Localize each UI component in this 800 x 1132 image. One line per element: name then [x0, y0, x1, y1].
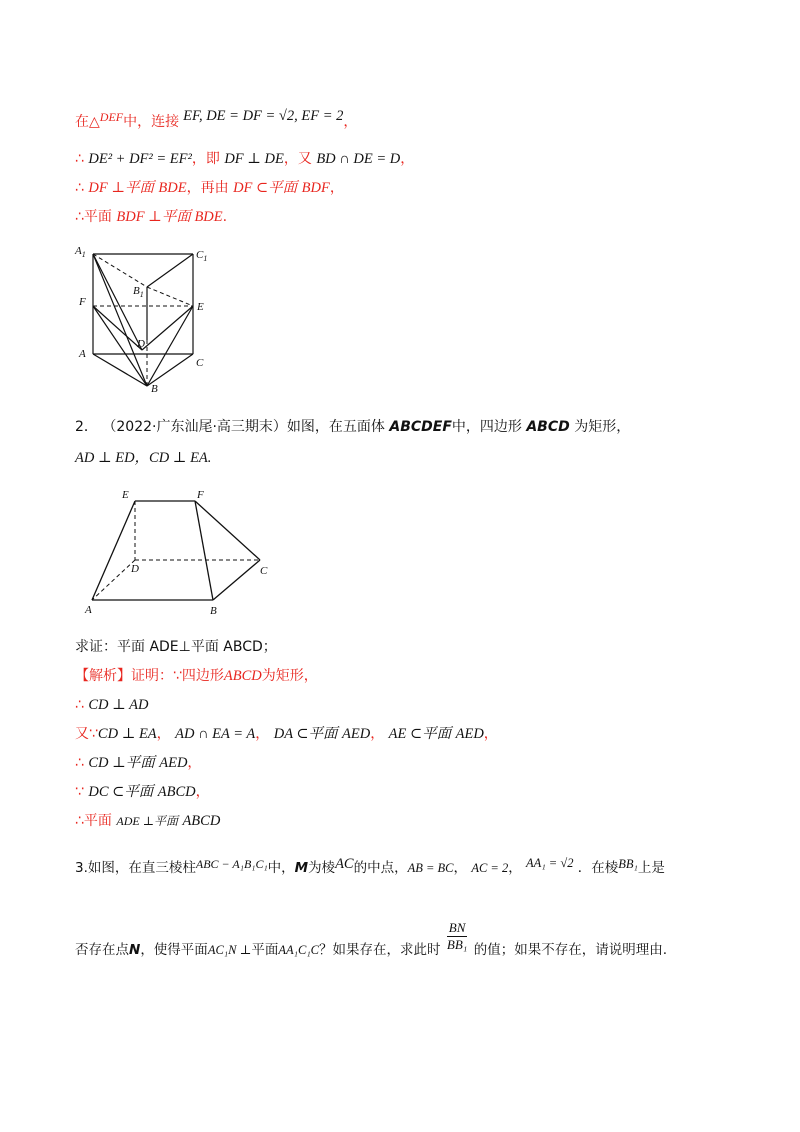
- problem-3-line-1: 3.如图，在直三棱柱ABC − A₁B₁C₁中，M为棱AC的中点，AB = BC， AC = 2， AA₁ = √2 ．在棱BB₁上是: [75, 856, 665, 876]
- label-A2: A: [85, 604, 92, 616]
- proof-line-4: ∴ CD ⊥平面 AED，: [75, 755, 202, 771]
- solution-line-3: ∴ DF ⊥平面 BDE，再由 DF ⊂平面 BDF，: [75, 180, 344, 196]
- label-F: F: [79, 296, 86, 308]
- label-C: C: [196, 357, 204, 369]
- label-A1: $A_1$: [75, 245, 86, 259]
- label-E: E: [197, 301, 204, 313]
- label-B1: $B_1$: [133, 285, 144, 299]
- prove-statement: 求证：平面 ADE⊥平面 ABCD；: [75, 639, 277, 655]
- label-C2: C: [260, 565, 268, 577]
- problem-2-statement: 2． （2022·广东汕尾·高三期末）如图，在五面体 ABCDEF中，四边形 ABCD 为矩形，: [75, 419, 631, 435]
- label-F2: F: [197, 489, 204, 501]
- solution-line-1: 在△DEF中，连接 EF, DE = DF = √2, EF = 2，: [75, 108, 358, 130]
- fraction-bn-over-bb1: $\frac{BN}{\text{BB₁}}$: [446, 919, 468, 952]
- label-D: D: [137, 338, 145, 350]
- prism-figure-1: [70, 240, 220, 395]
- label-B2: B: [210, 605, 217, 617]
- label-C1: $C_1$: [196, 249, 208, 263]
- label-A: A: [79, 348, 86, 360]
- proof-line-5: ∵ DC ⊂平面 ABCD，: [75, 784, 210, 800]
- label-D2: D: [131, 563, 139, 575]
- label-B: B: [151, 383, 158, 395]
- solution-line-2: ∴ DE² + DF² = EF²，即 DF ⊥ DE，又 BD ∩ DE = D，: [75, 151, 415, 167]
- proof-line-2: ∴ CD ⊥ AD: [75, 697, 149, 713]
- problem-2-condition: AD ⊥ ED，CD ⊥ EA.: [75, 450, 212, 466]
- proof-line-3: 又∵CD ⊥ EA， AD ∩ EA = A， DA ⊂平面 AED， AE ⊂平面 AED，: [75, 726, 498, 742]
- proof-line-6: ∴平面 ADE ⊥平面 ABCD: [75, 813, 221, 829]
- problem-3-line-2: 否存在点N，使得平面AC₁N ⊥平面AA₁C₁C？如果存在，求此时 $\frac{BN}{\text{BB₁}}$ 的值；如果不存在，请说明理由.: [75, 919, 668, 958]
- proof-line-1: 【解析】证明：∵四边形ABCD为矩形，: [75, 668, 318, 684]
- pentahedron-figure: [80, 484, 280, 619]
- label-E2: E: [122, 489, 129, 501]
- solution-line-4: ∴平面 BDF ⊥平面 BDE.: [75, 209, 228, 225]
